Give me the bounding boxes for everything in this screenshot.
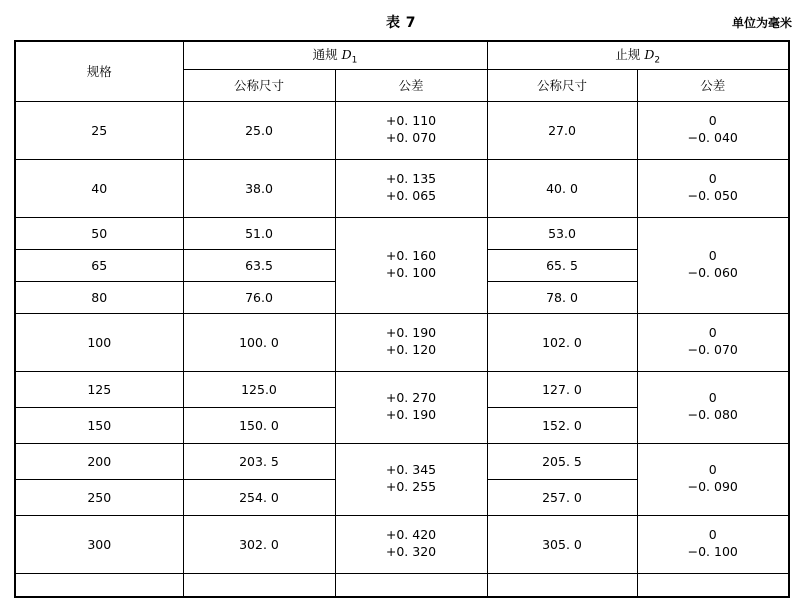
tolerance-upper: 0 — [708, 325, 717, 341]
tolerance-lower: −0. 080 — [687, 407, 738, 422]
dimensions-table — [14, 40, 790, 598]
table-row — [15, 313, 789, 371]
cell-spec: 25 — [15, 101, 183, 159]
cell-spec: 50 — [15, 217, 183, 249]
cell-nominal-nogo: 53.0 — [487, 217, 637, 249]
cell-spec: 65 — [15, 249, 183, 281]
tolerance-lower: −0. 090 — [687, 479, 738, 494]
tolerance-upper: +0. 110 — [385, 113, 437, 129]
cell-nominal-nogo: 152. 0 — [487, 407, 637, 443]
cell-nominal-go: 38.0 — [183, 159, 335, 217]
table-bottom-spacer — [15, 573, 789, 597]
cell-nominal-go: 203. 5 — [183, 443, 335, 479]
tolerance-lower: +0. 100 — [385, 265, 437, 280]
cell-spec: 250 — [15, 479, 183, 515]
tolerance-upper: +0. 190 — [385, 325, 437, 341]
header-nominal-go: 公称尺寸 — [183, 69, 335, 101]
tolerance-upper: +0. 270 — [385, 390, 437, 406]
cell-tolerance-go — [335, 217, 487, 313]
tolerance-lower: −0. 100 — [687, 544, 738, 559]
table-row — [15, 217, 789, 249]
cell-nominal-nogo: 205. 5 — [487, 443, 637, 479]
table-header-group-row — [15, 41, 789, 69]
tolerance-upper: +0. 420 — [385, 527, 437, 543]
cell-nominal-go: 100. 0 — [183, 313, 335, 371]
cell-spec: 80 — [15, 281, 183, 313]
table-row — [15, 515, 789, 573]
cell-nominal-nogo: 27.0 — [487, 101, 637, 159]
tolerance-lower: +0. 065 — [385, 188, 437, 203]
cell-tolerance-go — [335, 101, 487, 159]
header-nominal-nogo: 公称尺寸 — [487, 69, 637, 101]
cell-spec: 40 — [15, 159, 183, 217]
cell-tolerance-nogo — [637, 515, 789, 573]
header-group-go-sub: 1 — [351, 55, 358, 66]
cell-nominal-nogo: 257. 0 — [487, 479, 637, 515]
tolerance-lower: −0. 040 — [687, 130, 738, 145]
cell-spec: 100 — [15, 313, 183, 371]
cell-nominal-go: 302. 0 — [183, 515, 335, 573]
cell-tolerance-go — [335, 313, 487, 371]
header-group-go — [183, 41, 487, 69]
header-group-nogo-prefix: 止规 — [615, 47, 645, 62]
table-row — [15, 159, 789, 217]
table-row — [15, 443, 789, 479]
cell-spec: 300 — [15, 515, 183, 573]
cell-nominal-go: 150. 0 — [183, 407, 335, 443]
cell-nominal-go: 125.0 — [183, 371, 335, 407]
tolerance-lower: −0. 050 — [687, 188, 738, 203]
unit-note: 单位为毫米 — [731, 16, 792, 30]
cell-nominal-nogo: 127. 0 — [487, 371, 637, 407]
tolerance-lower: +0. 070 — [385, 130, 437, 145]
table-header-area — [0, 0, 802, 40]
tolerance-upper: 0 — [708, 462, 717, 478]
cell-nominal-go: 51.0 — [183, 217, 335, 249]
cell-spec: 125 — [15, 371, 183, 407]
cell-tolerance-go — [335, 371, 487, 443]
tolerance-upper: +0. 160 — [385, 248, 437, 264]
cell-nominal-go: 76.0 — [183, 281, 335, 313]
cell-tolerance-nogo — [637, 101, 789, 159]
header-spec: 规格 — [15, 41, 183, 101]
tolerance-upper: 0 — [708, 171, 717, 187]
cell-spec: 200 — [15, 443, 183, 479]
cell-tolerance-nogo — [637, 371, 789, 443]
cell-nominal-nogo: 305. 0 — [487, 515, 637, 573]
cell-tolerance-nogo — [637, 159, 789, 217]
cell-nominal-go: 63.5 — [183, 249, 335, 281]
header-group-nogo-symbol: D — [644, 47, 655, 62]
header-group-go-symbol: D — [341, 47, 352, 62]
tolerance-upper: +0. 135 — [385, 171, 437, 187]
table-caption: 表 7 — [385, 15, 417, 31]
cell-nominal-nogo: 65. 5 — [487, 249, 637, 281]
cell-tolerance-nogo — [637, 443, 789, 515]
tolerance-upper: 0 — [708, 113, 717, 129]
cell-tolerance-nogo — [637, 313, 789, 371]
cell-nominal-go: 25.0 — [183, 101, 335, 159]
tolerance-upper: 0 — [708, 527, 717, 543]
header-group-nogo-sub: 2 — [654, 55, 661, 66]
table-row — [15, 101, 789, 159]
header-group-go-prefix: 通规 — [312, 47, 342, 62]
cell-nominal-nogo: 78. 0 — [487, 281, 637, 313]
cell-spec: 150 — [15, 407, 183, 443]
header-tolerance-nogo: 公差 — [637, 69, 789, 101]
cell-tolerance-go — [335, 515, 487, 573]
cell-tolerance-go — [335, 443, 487, 515]
tolerance-lower: +0. 120 — [385, 342, 437, 357]
tolerance-lower: +0. 190 — [385, 407, 437, 422]
tolerance-upper: +0. 345 — [385, 462, 437, 478]
header-group-nogo — [487, 41, 789, 69]
header-tolerance-go: 公差 — [335, 69, 487, 101]
cell-nominal-nogo: 102. 0 — [487, 313, 637, 371]
tolerance-upper: 0 — [708, 390, 717, 406]
tolerance-lower: +0. 320 — [385, 544, 437, 559]
table-row — [15, 371, 789, 407]
cell-nominal-go: 254. 0 — [183, 479, 335, 515]
cell-nominal-nogo: 40. 0 — [487, 159, 637, 217]
cell-tolerance-nogo — [637, 217, 789, 313]
tolerance-lower: +0. 255 — [385, 479, 437, 494]
cell-tolerance-go — [335, 159, 487, 217]
tolerance-upper: 0 — [708, 248, 717, 264]
tolerance-lower: −0. 060 — [687, 265, 738, 280]
tolerance-lower: −0. 070 — [687, 342, 738, 357]
